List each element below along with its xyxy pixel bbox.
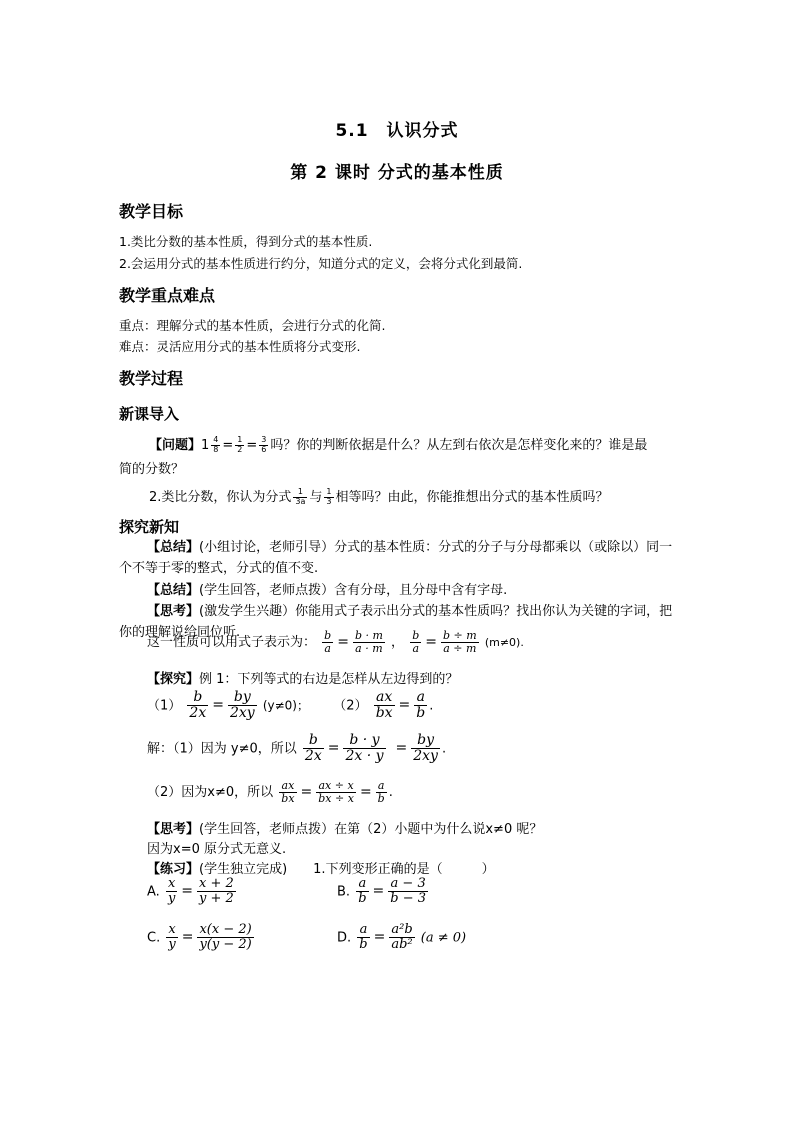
- key-points-heading: 教学重点难点: [119, 286, 216, 305]
- fraction: $\frac{1}{3a}$: [295, 487, 306, 506]
- intro-question2: 2.类比分数，你认为分式 $\frac{1}{3a}$ 与 $\frac{1}{3}$ 相等吗？由此，你能推想出分式的基本性质吗？: [149, 487, 609, 506]
- fraction: $\frac{b}{2x}$: [304, 732, 322, 765]
- option-c[interactable]: C. $\frac{x}{y}$ = $\frac{x(x - 2)}{y(y - 2)}$: [147, 922, 252, 953]
- process-heading: 教学过程: [119, 369, 184, 388]
- fraction: $\frac{ax \div x}{bx \div x}$: [318, 779, 354, 806]
- fraction: $\frac{\text{a²b}}{\text{ab²}}$: [391, 922, 413, 953]
- intro-heading: 新课导入: [119, 405, 180, 423]
- fraction: $\frac{x}{y}$: [167, 876, 176, 907]
- intro-problem-line: 【问题】1 $\frac{4}{8}$ = $\frac{1}{2}$ = $\frac{3}{6}$ 吗？你的判断依据是什么？从左到右依次是怎样变化来的？谁是最: [149, 435, 648, 454]
- fraction: $\frac{1}{2}$: [237, 435, 243, 454]
- fraction: $\frac{3}{6}$: [261, 435, 267, 454]
- fraction: $\frac{b \cdot y}{2x \cdot y}$: [345, 732, 384, 765]
- option-d[interactable]: D. $\frac{a}{b}$ = $\frac{\text{a²b}}{\text{ab²}}$ (a ≠ 0): [337, 922, 467, 953]
- example-equations: （1） $\frac{b}{2x}$ = $\frac{by}{2xy}$ (y≠0)； （2） $\frac{ax}{bx}$ = $\frac{a}{b}$ .: [147, 689, 434, 722]
- fraction: $\frac{x(x - 2)}{y(y - 2)}$: [199, 922, 252, 953]
- problem-tag: 【问题】: [149, 438, 202, 453]
- think-2: 【思考】(学生回答，老师点拨）在第（2）小题中为什么说x≠0 呢？: [147, 822, 543, 837]
- practice-question: 【练习】(学生独立完成) 1.下列变形正确的是（ ）: [147, 862, 495, 877]
- fraction: $\frac{by}{2xy}$: [413, 732, 438, 765]
- option-a[interactable]: A. $\frac{x}{y}$ = $\frac{x + 2}{y + 2}$: [147, 876, 234, 907]
- summary-2: 【总结】(学生回答，老师点拨）含有分母，且分母中含有字母.: [147, 583, 508, 598]
- goal-item: 2.会运用分式的基本性质进行约分，知道分式的定义，会将分式化到最简.: [119, 256, 523, 271]
- fraction: $\frac{a - 3}{b - 3}$: [390, 876, 427, 907]
- example-intro: 【探究】例 1：下列等式的右边是怎样从左边得到的？: [147, 672, 459, 687]
- page-subtitle: 第 2 课时 分式的基本性质: [290, 163, 504, 183]
- fraction: $\frac{ax}{bx}$: [375, 689, 393, 722]
- fraction: $\frac{b}{a}$: [412, 629, 420, 656]
- fraction: $\frac{1}{3}$: [326, 487, 332, 506]
- solution-2: （2）因为x≠0，所以 $\frac{ax}{bx}$ = $\frac{ax \div x}{bx \div x}$ = $\frac{a}{b}$ .: [147, 779, 393, 806]
- summary-1: 【总结】(小组讨论，老师引导）分式的基本性质：分式的分子与分母都乘以（或除以）同一个不等于零的整式，分式的值不变.: [119, 540, 673, 576]
- fraction: $\frac{b \cdot m}{a \cdot m}$: [354, 629, 383, 656]
- option-b[interactable]: B. $\frac{a}{b}$ = $\frac{a - 3}{b - 3}$: [337, 876, 427, 907]
- problem-text-a: 吗？你的判断依据是什么？从左到右依次是怎样变化来的？谁是最: [270, 438, 648, 453]
- fraction: $\frac{a}{b}$: [377, 779, 385, 806]
- page-title: 5.1 认识分式: [335, 121, 459, 141]
- solution-1: 解：（1）因为 y≠0，所以 $\frac{b}{2x}$ = $\frac{b \cdot y}{2x \cdot y}$ = $\frac{by}{2xy}$ .: [147, 732, 447, 765]
- problem-text-b: 简的分数？: [119, 462, 185, 477]
- goal-item: 1.类比分数的基本性质，得到分式的基本性质.: [119, 234, 373, 249]
- fraction: $\frac{a}{b}$: [416, 689, 426, 722]
- fraction: $\frac{a}{b}$: [359, 922, 368, 953]
- think-2-answer: 因为x=0 原分式无意义.: [147, 842, 287, 857]
- fraction: $\frac{b}{2x}$: [189, 689, 207, 722]
- key-point-item: 重点：理解分式的基本性质，会进行分式的化简.: [119, 318, 386, 333]
- fraction: $\frac{ax}{bx}$: [281, 779, 295, 806]
- fraction: $\frac{a}{b}$: [358, 876, 367, 907]
- fraction: $\frac{b \div m}{a \div m}$: [442, 629, 477, 656]
- fraction: $\frac{by}{2xy}$: [229, 689, 255, 722]
- goals-heading: 教学目标: [119, 202, 184, 221]
- fraction: $\frac{b}{a}$: [324, 629, 332, 656]
- fraction: $\frac{4}{8}$: [213, 435, 219, 454]
- fraction: $\frac{x}{y}$: [168, 922, 176, 953]
- think-1: 【思考】(激发学生兴趣）你能用式子表示出分式的基本性质吗？找出你认为关键的字词，把你的理解说给同位听.: [119, 604, 673, 640]
- fraction: $\frac{x + 2}{y + 2}$: [199, 876, 234, 907]
- explore-heading: 探究新知: [119, 518, 180, 536]
- property-formula: 这一性质可以用式子表示为： $\frac{b}{a}$ = $\frac{b \cdot m}{a \cdot m}$ ， $\frac{b}{a}$ = $\frac{b \div m}{a \div m}$ (m≠0).: [147, 629, 524, 656]
- key-point-item: 难点：灵活应用分式的基本性质将分式变形.: [119, 339, 361, 354]
